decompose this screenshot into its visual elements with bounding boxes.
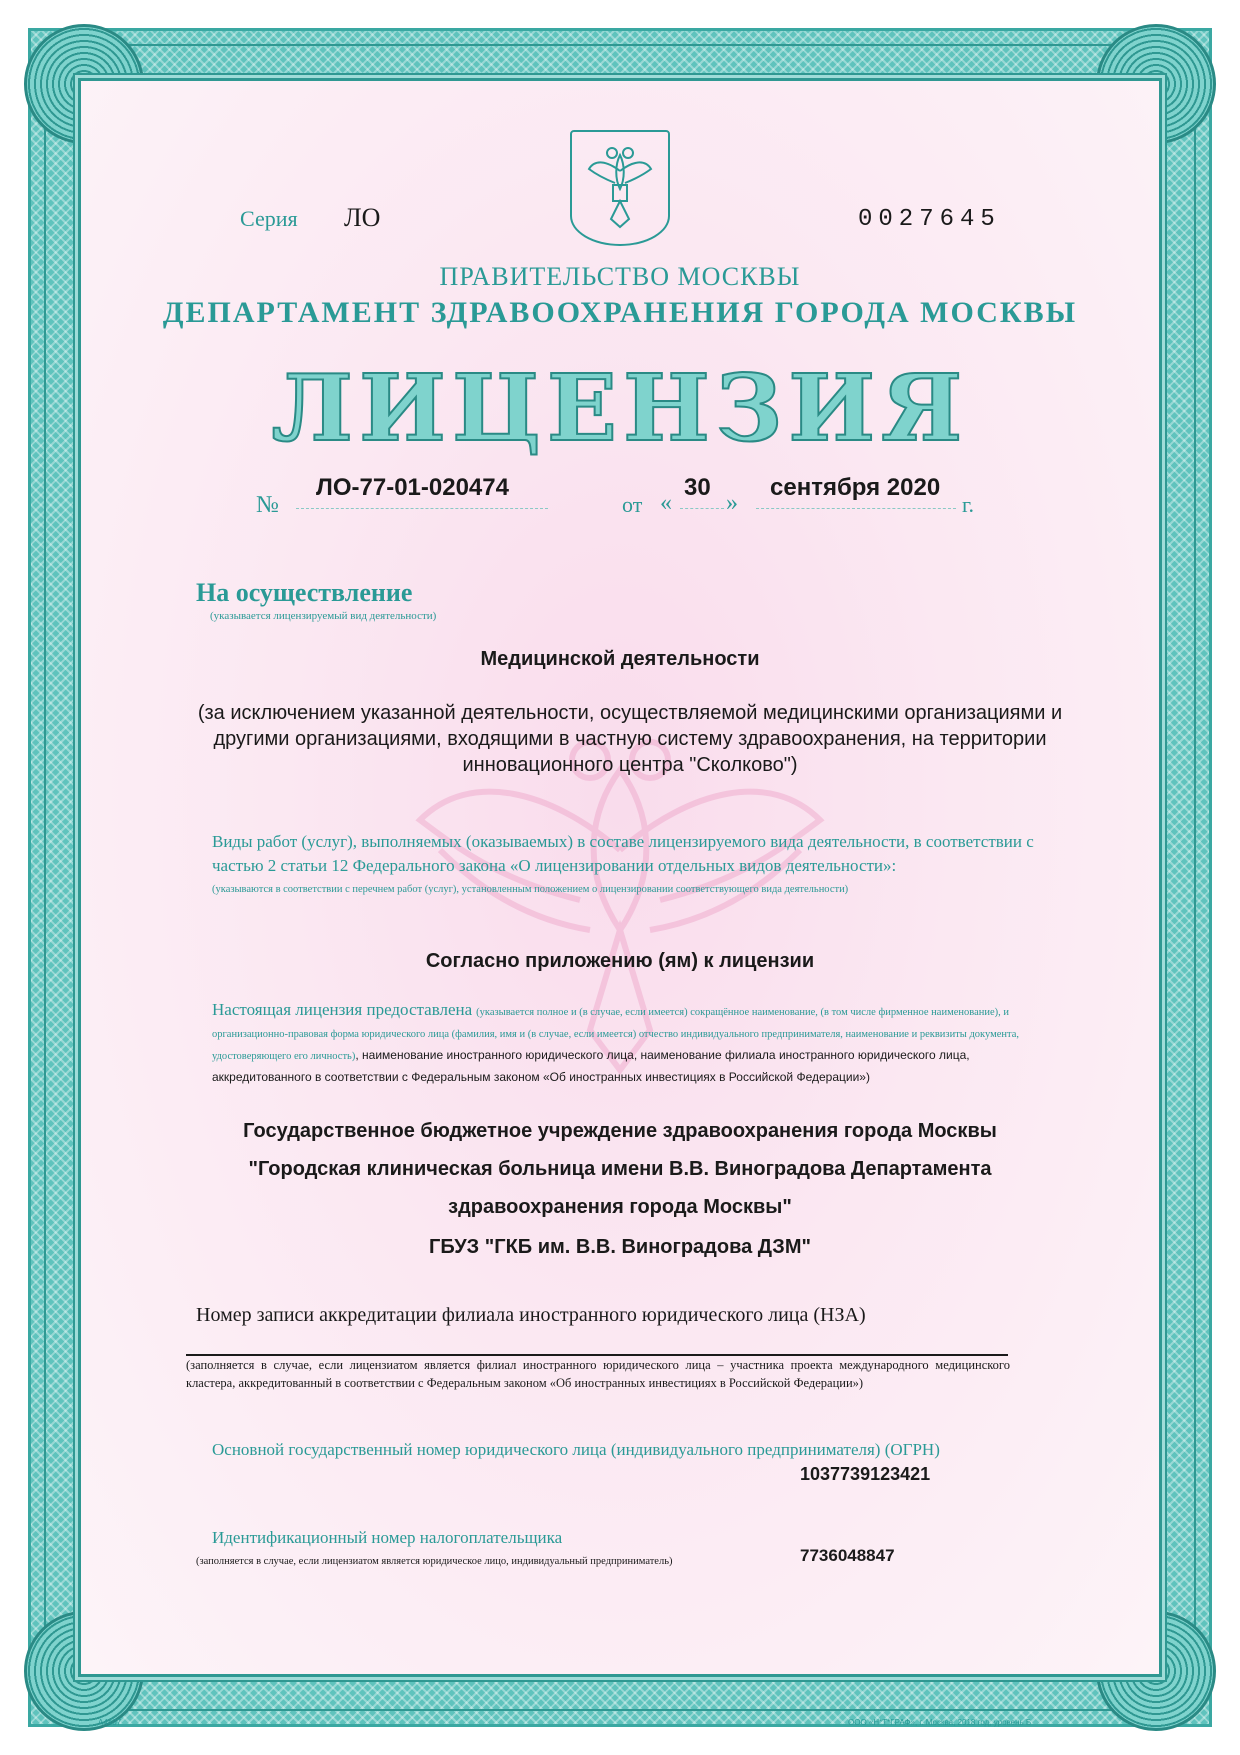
date-from-label: от — [622, 492, 643, 517]
activity-exclusion: (за исключением указанной деятельности, осуществляемой медицинскими организациями и другими организациями, входящими в частную систему здравоохранения, на территории инновационного центра "Сколково") — [197, 702, 1063, 776]
organization-short-name: ГБУЗ "ГКБ им. В.В. Виноградова ДЗМ" — [429, 1236, 811, 1258]
government-title: ПРАВИТЕЛЬСТВО МОСКВЫ — [439, 262, 801, 291]
series-value: ЛО — [344, 203, 381, 232]
footer-printer: ООО «Н*Т*ГРАФ», г. Москва, 2018 год, уровень Б — [848, 1718, 1032, 1727]
ogrn-value: 1037739123421 — [800, 1464, 931, 1484]
activity-hint: (указывается лицензируемый вид деятельности) — [210, 610, 437, 622]
activity-name: Медицинской деятельности — [480, 648, 760, 670]
year-suffix: г. — [962, 492, 975, 517]
license-month-year: сентября 2020 — [770, 474, 941, 501]
quote-open: « — [660, 490, 672, 516]
inn-hint: (заполняется в случае, если лицензиатом является юридическое лицо, индивидуальный предприниматель) — [196, 1556, 673, 1567]
nza-label: Номер записи аккредитации филиала иностранного юридического лица (НЗА) — [196, 1304, 866, 1326]
series-label: Серия — [240, 206, 298, 231]
number-sign: № — [256, 492, 279, 518]
inn-value: 7736048847 — [800, 1546, 895, 1565]
inn-label: Идентификационный номер налогоплательщика — [212, 1528, 563, 1547]
month-underline — [756, 508, 956, 509]
ogrn-label: Основной государственный номер юридического лица (индивидуального предпринимателя) (ОГРН) — [212, 1440, 940, 1459]
form-number: 0027645 — [858, 206, 1001, 233]
license-number: ЛО-77-01-020474 — [316, 474, 509, 501]
organization-name-line-1: Государственное бюджетное учреждение здравоохранения города Москвы — [243, 1120, 997, 1142]
day-underline — [680, 508, 724, 509]
works-hint: (указываются в соответствии с перечнем работ (услуг), установленным положением о лицензировании соответствующего вида деятельности) — [212, 884, 849, 895]
granted-foreign: , наименование иностранного юридического лица, наименование филиала иностранного юридического лица, аккредитованного в соответствии с Федеральным законом «Об иностранных инвестициях в Российской Федерации») — [212, 1048, 970, 1084]
footer-code: А4407 — [98, 1718, 122, 1727]
granted-label: Настоящая лицензия предоставлена — [212, 1000, 473, 1019]
coat-of-arms-icon — [570, 130, 670, 246]
organization-name-line-3: здравоохранения города Москвы" — [448, 1196, 792, 1218]
number-underline — [296, 508, 548, 509]
granted-block — [212, 1000, 1072, 1087]
license-day: 30 — [684, 474, 711, 501]
nza-note: (заполняется в случае, если лицензиатом является филиал иностранного юридического лица – участника проекта международного медицинского кластера, аккредитованный в соответствии с Федеральным законом «Об иностранных инвестициях в Российской Федерации») — [186, 1358, 1010, 1390]
quote-close: » — [726, 490, 738, 516]
department-title: ДЕПАРТАМЕНТ ЗДРАВООХРАНЕНИЯ ГОРОДА МОСКВЫ — [162, 296, 1078, 329]
activity-heading: На осуществление — [196, 578, 413, 607]
granted-hint: (указывается полное и (в случае, если имеется) сокращённое наименование, (в том числе фирменное наименование), и организационно-правовая форма юридического лица (фамилия, имя и (в случае, если имеется) отчество индивидуального предпринимателя, наименование и реквизиты документа, удостоверяющего его личность) — [212, 1007, 1020, 1062]
works-description: Виды работ (услуг), выполняемых (оказываемых) в составе лицензируемого вида деятельности, в соответствии с частью 2 статьи 12 Федерального закона «О лицензировании отдельных видов деятельности»: — [212, 832, 1034, 875]
document-title: ЛИЦЕНЗИЯ — [271, 354, 969, 462]
works-value: Согласно приложению (ям) к лицензии — [425, 950, 815, 972]
organization-name-line-2: "Городская клиническая больница имени В.В. Виноградова Департамента — [248, 1158, 992, 1180]
